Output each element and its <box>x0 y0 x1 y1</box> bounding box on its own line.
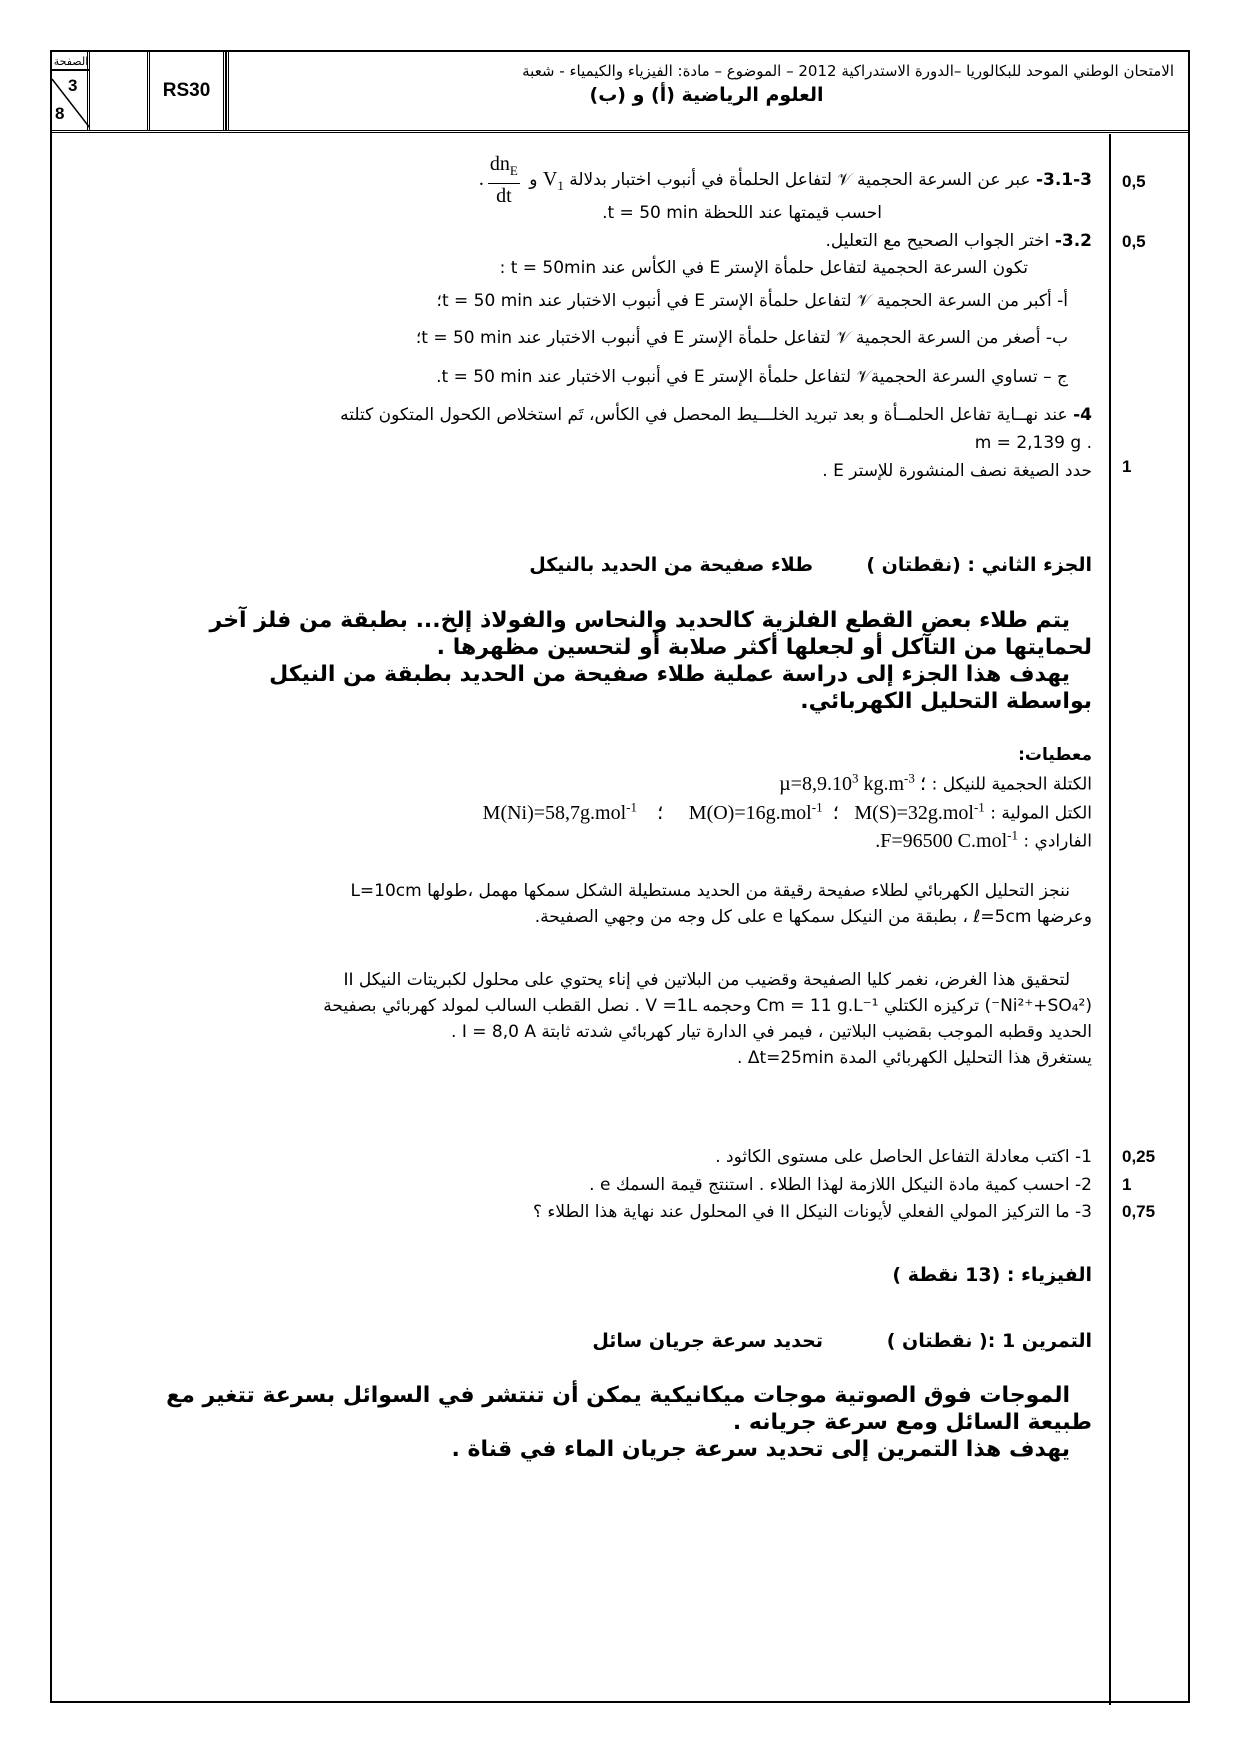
mark-q31: 0,5 <box>1122 172 1146 191</box>
exercise1-title: تحديد سرعة جريان سائل <box>592 1330 823 1352</box>
q4-line2: . m = 2,139 g <box>974 433 1092 453</box>
question-3-1: 3.1-3- عبر عن السرعة الحجمية 𝒱 لتفاعل الحلمأة في أنبوب اختبار بدلالة $V_1$ و $\frac{dn_E}{dt}$ . <box>478 153 1092 207</box>
part2-question-1: 1- اكتب معادلة التفاعل الحاصل على مستوى الكاثود . <box>715 1147 1092 1167</box>
part2-intro-2: يهدف هذا الجزء إلى دراسة عملية طلاء صفيحة من الحديد بطبقة من النيكل بواسطة التحليل الكهربائي. <box>269 662 1092 714</box>
q32-line2: تكون السرعة الحجمية لتفاعل حلمأة الإستر E في الكأس عند t = 50min : <box>499 258 1028 278</box>
page-label: الصفحة <box>52 54 90 71</box>
mark-p2-q2: 1 <box>1122 1175 1132 1194</box>
page-total: 8 <box>55 104 65 123</box>
q32-option-a: أ- أكبر من السرعة الحجمية 𝒱 لتفاعل حلمأة الإستر E في أنبوب الاختبار عند t = 50 min؛ <box>436 291 1068 311</box>
mark-q4: 1 <box>1122 457 1132 476</box>
exercise1-intro-1: الموجات فوق الصوتية موجات ميكانيكية يمكن أن تنتشر في السوائل بسرعة تتغير مع طبيعة السائل ومع سرعة جريانه . <box>166 1383 1092 1435</box>
part2-intro <box>182 607 1092 715</box>
exercise1-intro-2: يهدف هذا التمرين إلى تحديد سرعة جريان الماء في قناة . <box>451 1437 1070 1462</box>
q31-fraction: $\frac{dn_E}{dt}$ <box>489 153 518 207</box>
q31-v1: $V_1$ <box>542 168 564 193</box>
question-3-2: 3.2- اختر الجواب الصحيح مع التعليل. <box>825 231 1092 251</box>
question-4: 4- عند نهــاية تفاعل الحلمــأة و بعد تبريد الخلـــيط المحصل في الكأس، تَم استخلاص الكحول المتكون كتلته <box>340 405 1092 425</box>
q31-line2: احسب قيمتها عند اللحظة t = 50 min. <box>602 203 882 223</box>
part2-question-3: 3- ما التركيز المولي الفعلي لأيونات النيكل II في المحلول عند نهاية هذا الطلاء ؟ <box>532 1202 1092 1222</box>
q4-line3: حدد الصيغة نصف المنشورة للإستر E . <box>822 461 1092 481</box>
mark-q32: 0,5 <box>1122 232 1146 251</box>
mark-p2-q1: 0,25 <box>1122 1147 1156 1166</box>
mark-p2-q3: 0,75 <box>1122 1202 1156 1221</box>
para2-line2: (Ni²⁺+SO₄²⁻) تركيزه الكتلي Cm = 11 g.L⁻¹ وحجمه V =1L . نصل القطب السالب لمولد كهربائي بصفيحة <box>323 996 1092 1016</box>
marks-column-divider <box>1109 134 1111 1705</box>
exercise1-intro <box>132 1382 1092 1463</box>
para1 <box>72 878 1092 930</box>
exercise1-heading: التمرين 1 :( نقطتان ) <box>886 1330 1092 1352</box>
q32-option-b: ب- أصغر من السرعة الحجمية 𝒱 لتفاعل حلمأة الإستر E في أنبوب الاختبار عند t = 50 min؛ <box>415 328 1068 348</box>
page-frame <box>50 50 1190 1703</box>
page-current: 3 <box>68 76 78 95</box>
q32-option-c: ج – تساوي السرعة الحجمية𝒱 لتفاعل حلمأة الإستر E في أنبوب الاختبار عند t = 50 min. <box>436 367 1068 387</box>
exam-code: RS30 <box>147 52 226 130</box>
para2-line3: الحديد وقطبه الموجب بقضيب البلاتين ، فيمر في الدارة تيار كهربائي شدته ثابتة I = 8,0 A . <box>451 1022 1092 1042</box>
part2-heading: الجزء الثاني : (نقطتان ) <box>866 554 1092 576</box>
q31-and: و <box>529 170 538 190</box>
exam-title-line1: الامتحان الوطني الموحد للبكالوريا –الدورة الاستدراكية 2012 – الموضوع – مادة: الفيزياء والكيمياء - شعبة <box>522 62 1174 80</box>
part2-intro-1: يتم طلاء بعض القطع الفلزية كالحديد والنحاس والفولاذ إلخ... بطبقة من فلز آخر لحمايتها من التآكل أو لجعلها أكثر صلابة أو لتحسين مظهرها . <box>209 608 1092 660</box>
para2-line4: يستغرق هذا التحليل الكهربائي المدة Δt=25min . <box>737 1048 1092 1068</box>
page-number-box <box>52 52 90 130</box>
faraday-line: الفارادي : .F=96500 C.mol$^{-1}$ <box>875 827 1092 852</box>
physics-heading: الفيزياء : (13 نقطة ) <box>892 1264 1092 1286</box>
para2-line1: لتحقيق هذا الغرض، نغمر كليا الصفيحة وقضيب من البلاتين في إناء يحتوي على محلول لكبريتات النيكل II <box>343 970 1070 990</box>
data-title: معطيات: <box>1018 745 1092 765</box>
part2-question-2: 2- احسب كمية مادة النيكل اللازمة لهذا الطلاء . استنتج قيمة السمك e . <box>589 1175 1092 1195</box>
exam-header <box>52 52 1188 133</box>
q31-text: عبر عن السرعة الحجمية 𝒱 لتفاعل الحلمأة في أنبوب اختبار بدلالة <box>569 170 1031 190</box>
exam-title <box>226 52 1188 130</box>
exam-title-line2: العلوم الرياضية (أ) و (ب) <box>589 84 824 106</box>
density-line: الكتلة الحجمية للنيكل : $\mu=8,9.10^3$ $kg.m^{-3}$ ؛ <box>779 770 1092 795</box>
para1-line1: ننجز التحليل الكهربائي لطلاء صفيحة رقيقة من الحديد مستطيلة الشكل سمكها مهمل ،طولها L=10cm <box>350 881 1070 901</box>
molar-mass-line: الكتل المولية : M(Ni)=58,7g.mol$^{-1}$ ؛ M(O)=16g.mol$^{-1}$ ؛ M(S)=32g.mol$^{-1}$ <box>482 799 1092 824</box>
para1-line2: وعرضها ℓ=5cm ، بطبقة من النيكل سمكها e على كل وجه من وجهي الصفيحة. <box>534 907 1092 927</box>
q31-number: 3.1-3- <box>1035 170 1092 190</box>
part2-title: طلاء صفيحة من الحديد بالنيكل <box>529 554 813 576</box>
para2 <box>72 967 1092 1071</box>
